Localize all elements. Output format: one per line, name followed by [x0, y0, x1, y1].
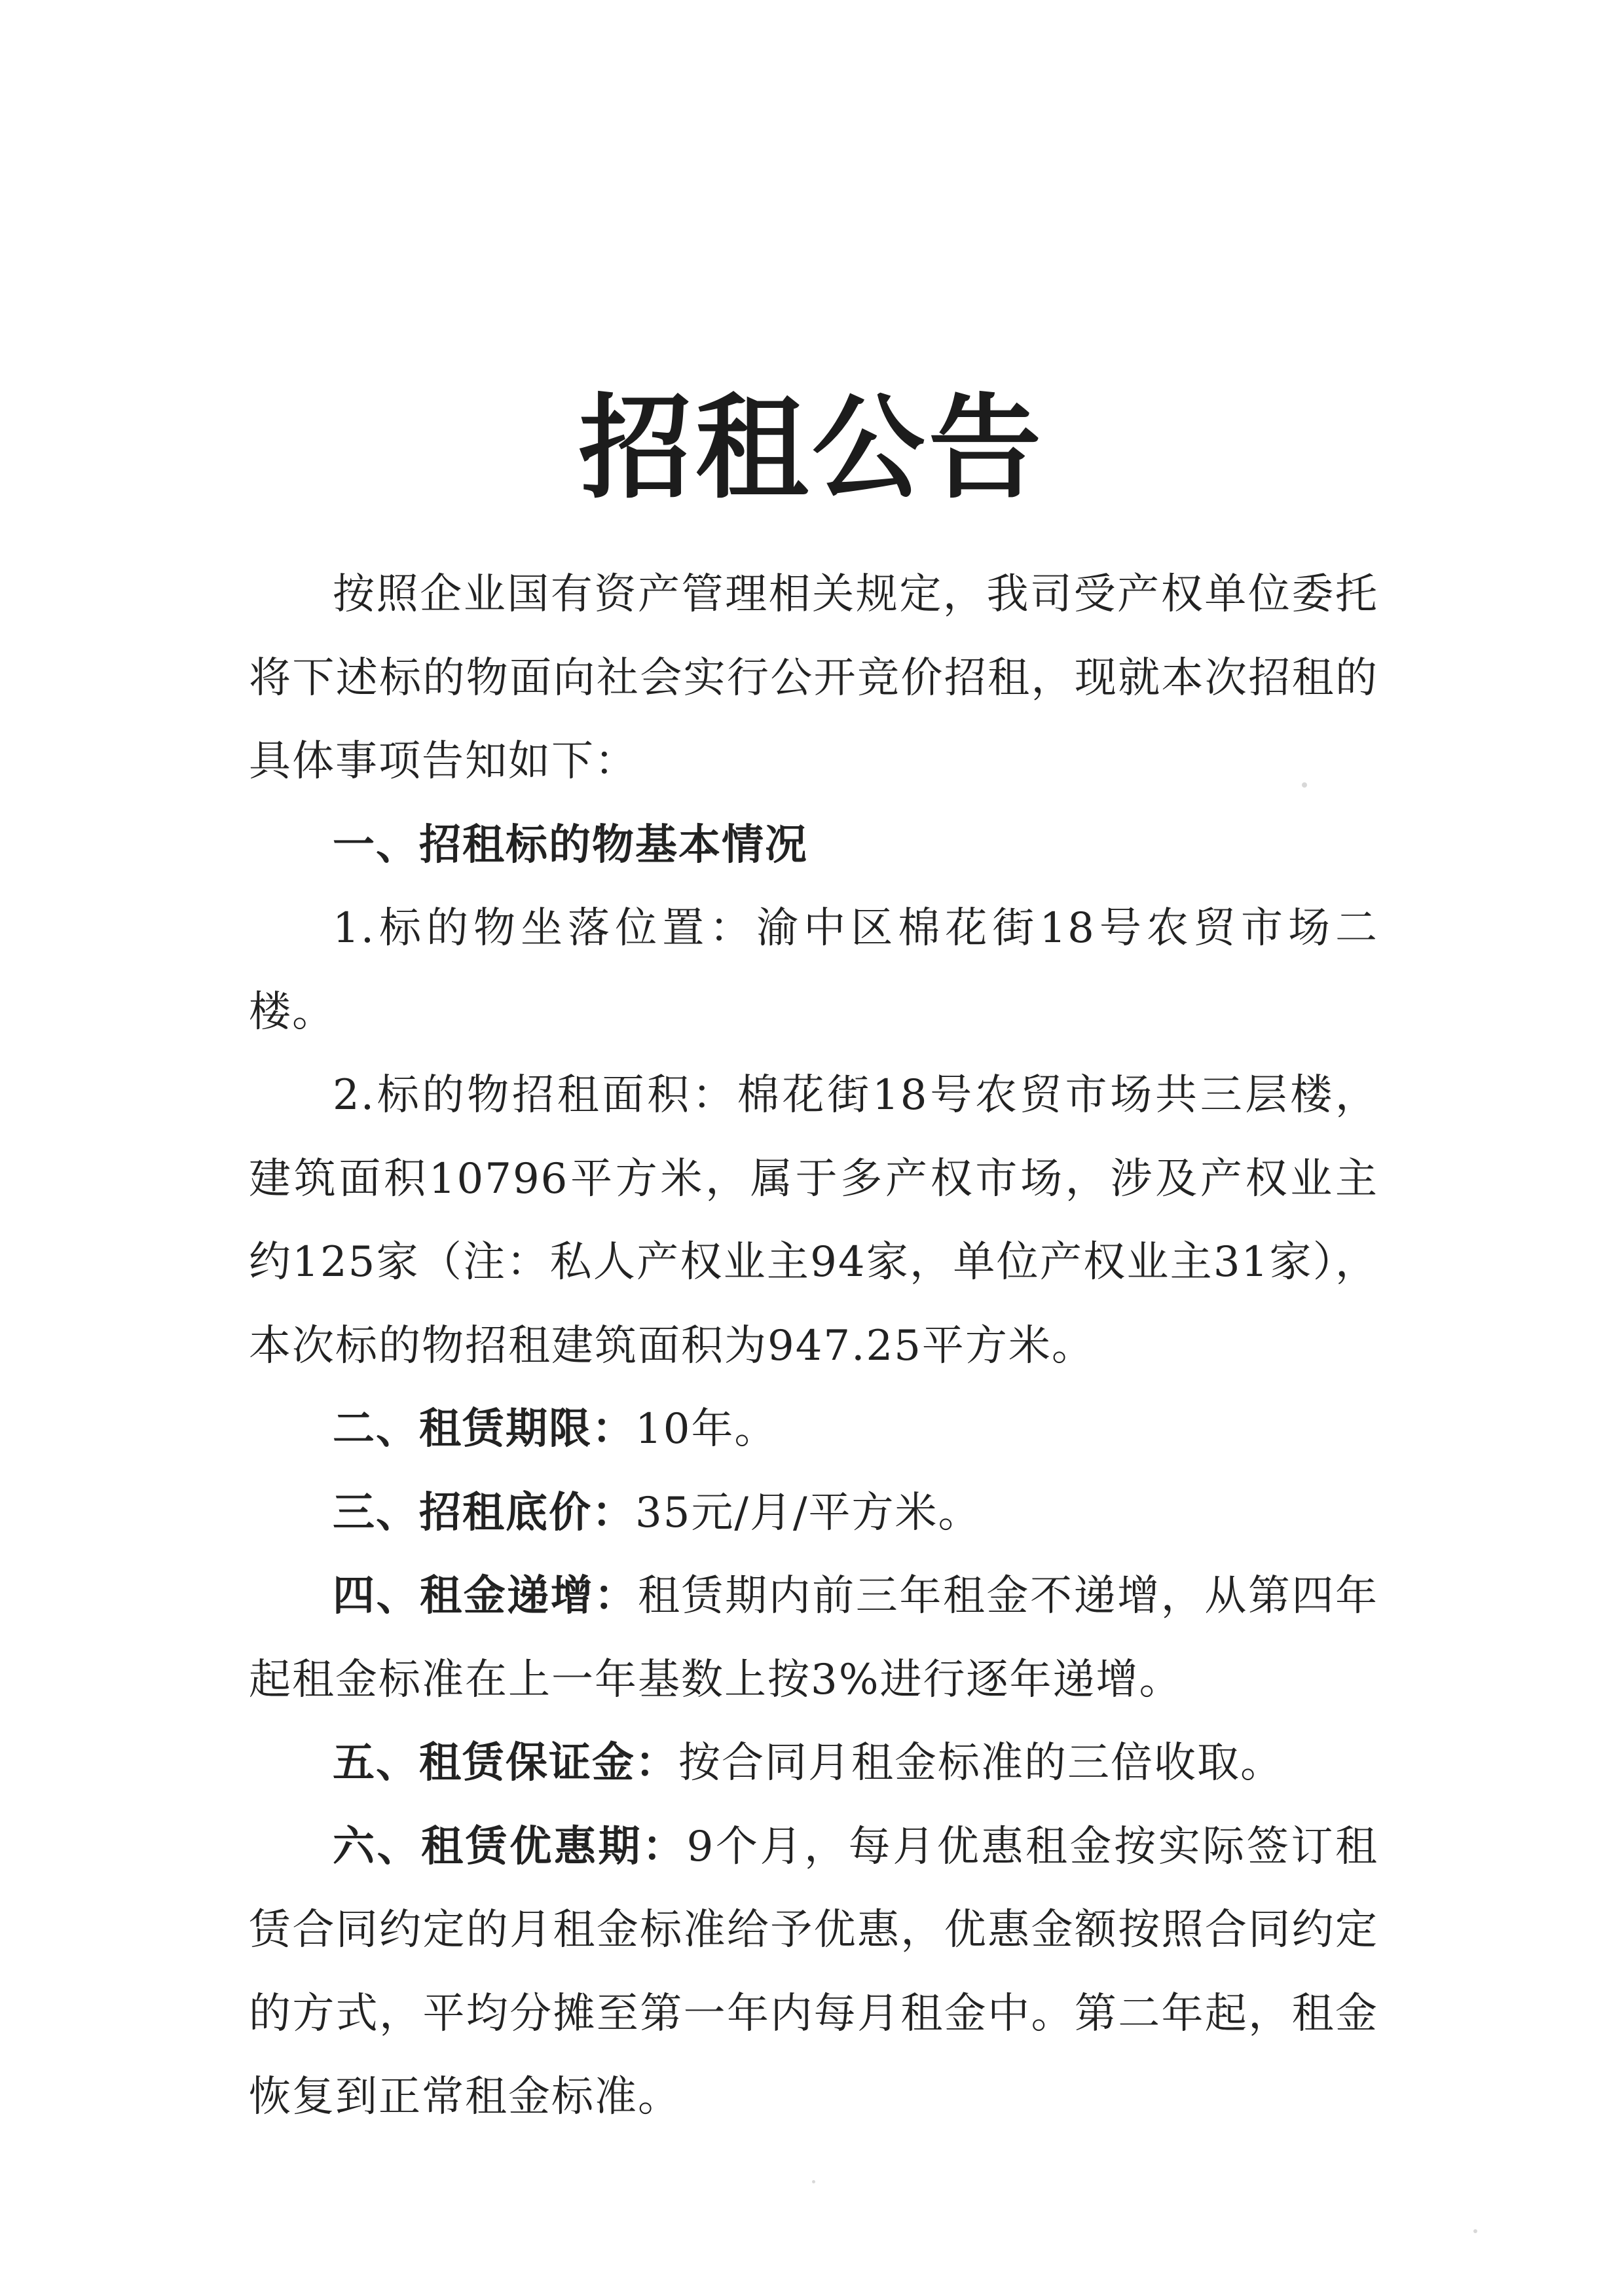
section-1-item-2: 2.标的物招租面积：棉花街18号农贸市场共三层楼，建筑面积10796平方米，属于多产权市场，涉及产权业主约125家（注：私人产权业主94家，单位产权业主31家），本次标的物招租建筑面积为947.25平方米。 [249, 1071, 1378, 1370]
section-1-item-1: 1.标的物坐落位置：渝中区棉花街18号农贸市场二楼。 [249, 904, 1378, 1036]
section-5-text: 按合同月租金标准的三倍收取。 [678, 1739, 1283, 1787]
section-6-heading: 六、租赁优惠期： [333, 1822, 687, 1871]
section-4-paragraph [249, 1555, 1378, 1722]
section-6-text: 9个月，每月优惠租金按实际签订租赁合同约定的月租金标准给予优惠，优惠金额按照合同约定的方式，平均分摊至第一年内每月租金中。第二年起，租金恢复到正常租金标准。 [249, 1822, 1379, 2121]
section-3-paragraph [249, 1472, 1378, 1556]
section-3-heading: 三、招租底价： [333, 1488, 635, 1537]
section-4-heading: 四、租金递增： [333, 1572, 638, 1620]
scan-speck [812, 2180, 815, 2183]
document-body [249, 553, 1378, 2140]
document-title: 招租公告 [579, 382, 1045, 514]
section-4-text: 租赁期内前三年租金不递增，从第四年起租金标准在上一年基数上按3%进行逐年递增。 [249, 1572, 1379, 1704]
section-2-paragraph [249, 1388, 1378, 1472]
scan-speck [1302, 782, 1307, 788]
section-2-text: 10年。 [635, 1405, 778, 1453]
section-5-paragraph [249, 1722, 1378, 1806]
section-1-heading: 一、招租标的物基本情况 [333, 820, 808, 869]
scan-speck [1473, 2229, 1477, 2233]
section-3-text: 35元/月/平方米。 [635, 1488, 982, 1537]
intro-paragraph: 按照企业国有资产管理相关规定，我司受产权单位委托将下述标的物面向社会实行公开竞价招租，现就本次招租的具体事项告知如下： [249, 570, 1378, 786]
section-6-paragraph [249, 1806, 1378, 2140]
section-5-heading: 五、租赁保证金： [333, 1739, 678, 1787]
section-2-heading: 二、租赁期限： [333, 1405, 635, 1453]
